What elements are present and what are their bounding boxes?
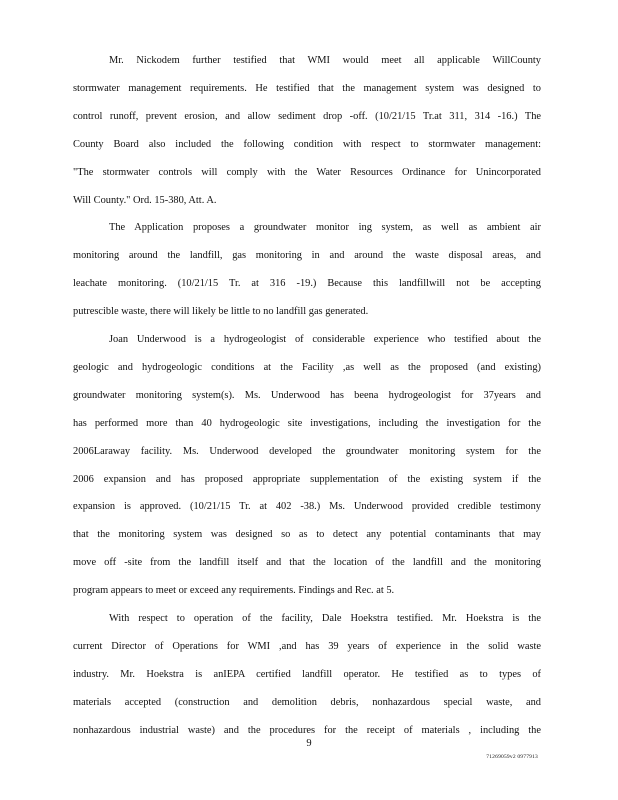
text-line: geologic and hydrogeologic conditions at the Facility ,as well as the proposed (and existing): [73, 361, 541, 373]
text-line: current Director of Operations for WMI ,and has 39 years of experience in the solid waste: [73, 640, 541, 652]
text-line: 2006Laraway facility. Ms. Underwood developed the groundwater monitoring system for the: [73, 445, 541, 457]
text-line: control runoff, prevent erosion, and allow sediment drop -off. (10/21/15 Tr.at 311, 314 -16.) The: [73, 110, 541, 122]
text-line: The Application proposes a groundwater monitor ing system, as well as ambient air: [109, 222, 541, 234]
text-line: program appears to meet or exceed any requirements. Findings and Rec. at 5.: [73, 585, 395, 597]
text-line: nonhazardous industrial waste) and the procedures for the receipt of materials , including the: [73, 724, 541, 736]
text-line: materials accepted (construction and demolition debris, nonhazardous special waste, and: [73, 696, 541, 708]
text-line: expansion is approved. (10/21/15 Tr. at 402 -38.) Ms. Underwood provided credible testimony: [73, 501, 541, 513]
text-line: that the monitoring system was designed so as to detect any potential contaminants that may: [73, 529, 541, 541]
text-line: groundwater monitoring system(s). Ms. Underwood has beena hydrogeologist for 37years and: [73, 389, 541, 401]
text-line: "The stormwater controls will comply with the Water Resources Ordinance for Unincorporated: [73, 166, 541, 178]
text-line: putrescible waste, there will likely be little to no landfill gas generated.: [73, 306, 369, 318]
text-line: industry. Mr. Hoekstra is anIEPA certified landfill operator. He testified as to types of: [73, 668, 541, 680]
text-line: move off -site from the landfill itself and that the location of the landfill and the monitoring: [73, 557, 541, 569]
page-number: 9: [306, 738, 312, 749]
text-line: Joan Underwood is a hydrogeologist of considerable experience who testified about the: [109, 334, 541, 345]
text-line: stormwater management requirements. He testified that the management system was designed to: [73, 82, 541, 94]
footer-document-code: 71269059v2 0977913: [486, 754, 538, 760]
text-line: leachate monitoring. (10/21/15 Tr. at 316 -19.) Because this landfillwill not be accepting: [73, 278, 541, 290]
text-line: With respect to operation of the facility, Dale Hoekstra testified. Mr. Hoekstra is the: [109, 613, 541, 624]
text-line: Will County." Ord. 15-380, Att. A.: [73, 194, 217, 206]
text-line: Mr. Nickodem further testified that WMI would meet all applicable WillCounty: [109, 55, 541, 66]
text-line: 2006 expansion and has proposed appropriate supplementation of the existing system if the: [73, 473, 541, 485]
text-line: County Board also included the following condition with respect to stormwater management:: [73, 138, 541, 150]
text-line: has performed more than 40 hydrogeologic site investigations, including the investigation for the: [73, 417, 541, 429]
text-line: monitoring around the landfill, gas monitoring in and around the waste disposal areas, and: [73, 250, 541, 262]
